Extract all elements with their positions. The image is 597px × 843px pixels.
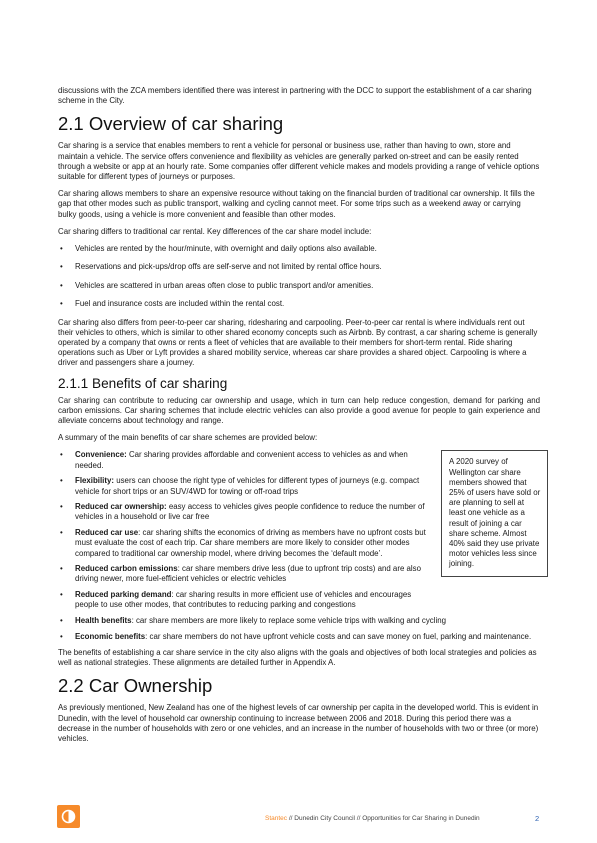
intro-paragraph: discussions with the ZCA members identified there was interest in partnering with the DCC to support the establishment of a car sharing scheme in the City. (58, 86, 532, 106)
list-item (58, 502, 432, 522)
benefit-term: Flexibility: (75, 476, 115, 486)
list-item (58, 262, 540, 272)
benefit-term: Health benefits (75, 616, 132, 626)
bullet-glyph: • (60, 502, 63, 512)
page-content (58, 86, 540, 751)
list-item (58, 244, 540, 254)
benefits-block (58, 450, 540, 610)
footer-text (265, 815, 547, 823)
benefit-term: Reduced carbon emissions (75, 564, 178, 574)
benefit-text: easy access to vehicles gives people confidence to reduce the number of vehicles in a household or live car free (75, 502, 425, 522)
subsection-heading-benefits: 2.1.1 Benefits of car sharing (58, 375, 228, 391)
list-item-text: Fuel and insurance costs are included within the rental cost. (75, 299, 285, 309)
benefit-term: Reduced car use (75, 528, 139, 538)
section-heading-car-ownership: 2.2 Car Ownership (58, 675, 213, 697)
list-item (58, 632, 540, 642)
list-item (58, 564, 432, 584)
list-item (58, 616, 540, 626)
footer-title: // Dunedin City Council // Opportunities for Car Sharing in Dunedin (287, 815, 480, 822)
benefit-text: Car sharing provides affordable and convenient access to vehicles as and when needed. (75, 450, 408, 470)
benefit-text: : car sharing shifts the economics of driving as members have no upfront costs but must evaluate the cost of each trip. Car share members are more likely to consider other modes compared to traditional car ownership model, where driving becomes the ‘default mode’. (75, 528, 426, 558)
bullet-glyph: • (60, 244, 63, 254)
bullet-glyph: • (60, 280, 63, 290)
list-item (58, 476, 432, 496)
car-ownership-paragraph-1: As previously mentioned, New Zealand has one of the highest levels of car ownership per capita in the developed world. This is evident in Dunedin, with the level of household car ownership continuing to increase between 2006 and 2018. During this period there was a decrease in the number of households with zero or one vehicles, and an increase in the number of households with two or three (or more) vehicles. (58, 703, 539, 743)
differences-list (58, 244, 540, 309)
overview-paragraph-1: Car sharing is a service that enables members to rent a vehicle for personal or business use, rather than having to own, store and maintain a vehicle. The service offers convenience and flexibility as vehicles are generally parked on-street and can be easily rented through a website or app at an hourly rate. Some companies offer different vehicle makes and models providing a range of vehicle options suitable for different types of journeys or purposes. (58, 141, 540, 182)
footer-brand: Stantec (265, 815, 288, 822)
benefit-text: : car share members drive less (due to upfront trip costs) and are also driving newer, more fuel-efficient vehicles or electric vehicles (75, 564, 422, 584)
list-item (58, 299, 540, 309)
benefit-term: Reduced car ownership: (75, 502, 167, 512)
benefits-paragraph-2: A summary of the main benefits of car share schemes are provided below: (58, 433, 318, 443)
benefit-text: users can choose the right type of vehicles for different types of journeys (e.g. compact vehicle for short trips or an SUV/4WD for towing or off-road trips (75, 476, 420, 496)
benefit-term: Reduced parking demand (75, 590, 172, 600)
list-item (58, 590, 432, 610)
bullet-glyph: • (60, 476, 63, 486)
benefit-text: : car share members do not have upfront vehicle costs and can save money on fuel, parking and maintenance. (145, 631, 532, 641)
list-item-text: Reservations and pick-ups/drop offs are self-serve and not limited by rental office hours. (75, 262, 382, 272)
benefit-term: Economic benefits (75, 631, 146, 641)
bullet-glyph: • (60, 590, 63, 600)
bullet-glyph: • (60, 528, 63, 538)
list-item (58, 281, 540, 291)
benefits-list-continued (58, 616, 540, 642)
bullet-glyph: • (60, 631, 63, 641)
benefit-text: : car share members are more likely to replace some vehicle trips with walking and cycling (131, 616, 446, 626)
overview-paragraph-4: Car sharing also differs from peer-to-peer car sharing, ridesharing and carpooling. Peer-to-peer car rental is where individuals rent out their vehicles to others, which is similar to other shared economy concepts such as Airbnb. By contrast, a car sharing scheme is generally operated by a company that owns or rents a fleet of vehicles that are available to their members for short-term rental. Ride sharing operations such as Uber or Lyft provides a shared mobility service, whereas car share provides a shared object. Carpooling is where a driver and passengers share a journey. (58, 317, 538, 368)
bullet-glyph: • (60, 450, 63, 460)
list-item (58, 528, 432, 559)
overview-paragraph-2: Car sharing allows members to share an expensive resource without taking on the financial burden of traditional car ownership. It fills the gap that other modes such as public transport, walking and cycling cannot meet. For some trips such as a weekend away or carrying bulky goods, using a vehicle is more convenient and feasible than other modes. (58, 189, 535, 219)
stantec-logo-icon (57, 805, 80, 828)
overview-paragraph-3: Car sharing differs to traditional car rental. Key differences of the car share model include: (58, 226, 372, 236)
bullet-glyph: • (60, 564, 63, 574)
bullet-glyph: • (60, 299, 63, 309)
survey-callout-box: A 2020 survey of Wellington car share members showed that 25% of users have sold or are planning to sell at least one vehicle as a result of joining a car share scheme. Almost 40% said they use private motor vehicles less since joining. (441, 450, 548, 576)
list-item (58, 450, 432, 470)
list-item-text: Vehicles are scattered in urban areas often close to public transport and/or amenities. (75, 280, 374, 290)
list-item-text: Vehicles are rented by the hour/minute, with overnight and daily options also available. (75, 244, 377, 254)
page-number: 2 (535, 814, 540, 823)
benefit-text: : car sharing results in more efficient use of vehicles and encourages people to use other modes, that contributes to reducing parking and congestions (75, 590, 412, 610)
bullet-glyph: • (60, 262, 63, 272)
benefits-paragraph-3: The benefits of establishing a car share service in the city also aligns with the goals and objectives of both local strategies and policies as well as national strategies. These alignments are detailed further in Appendix A. (58, 647, 537, 668)
logo-mark-icon (57, 805, 80, 828)
benefits-paragraph-1: Car sharing can contribute to reducing car ownership and usage, which in turn can help reduce congestion, demand for parking and carbon emissions. Car sharing schemes that include electric vehicles can also provide a good avenue for people to gain experience and alleviate concerns about technology and range. (58, 395, 540, 426)
benefit-term: Convenience: (75, 450, 127, 460)
section-heading-overview: 2.1 Overview of car sharing (58, 113, 284, 135)
bullet-glyph: • (60, 616, 63, 626)
